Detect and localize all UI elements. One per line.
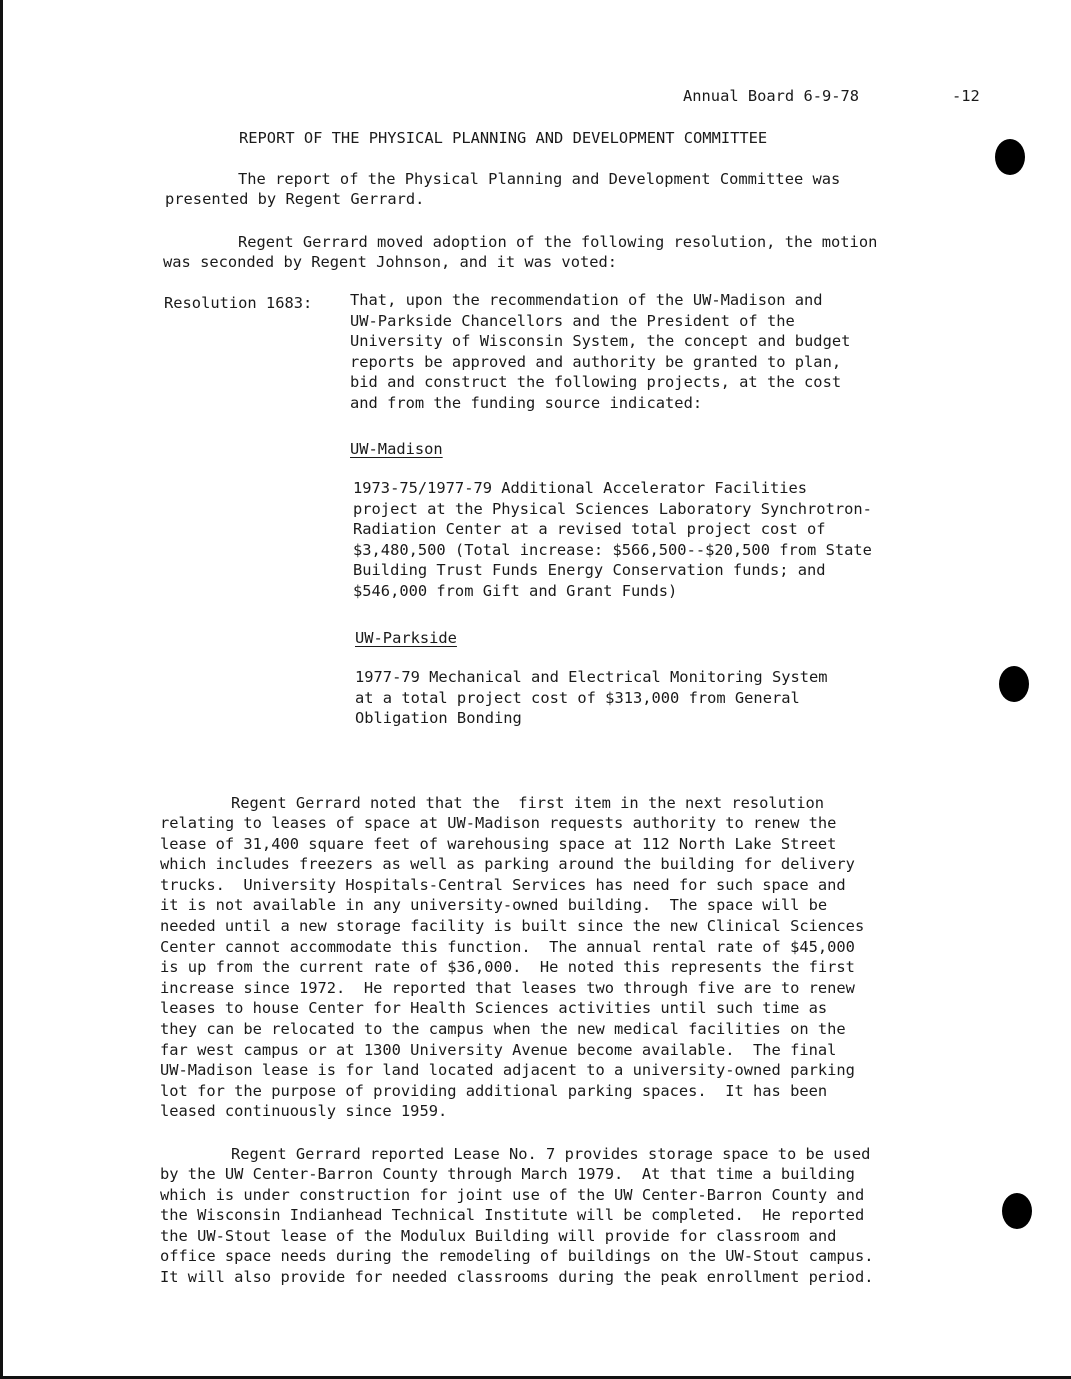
- leases-line: it is not available in any university-owned building. The space will be: [160, 896, 828, 915]
- madison-heading: UW-Madison: [350, 440, 443, 458]
- leases-line: far west campus or at 1300 University Avenue become available. The final: [160, 1040, 837, 1059]
- madison-project-line: $3,480,500 (Total increase: $566,500--$20,500 from State: [353, 540, 872, 559]
- motion-line-1: Regent Gerrard moved adoption of the following resolution, the motion: [238, 233, 878, 251]
- leases-line: leased continuously since 1959.: [160, 1102, 448, 1121]
- resolution-label: Resolution 1683:: [164, 294, 313, 312]
- leases-line: lease of 31,400 square feet of warehousing space at 112 North Lake Street: [160, 834, 837, 853]
- punch-hole-bottom: [1002, 1193, 1032, 1229]
- section-title: REPORT OF THE PHYSICAL PLANNING AND DEVELOPMENT COMMITTEE: [239, 129, 768, 147]
- leases-paragraph: [160, 813, 864, 1122]
- parkside-project: [355, 667, 828, 729]
- leases-line: relating to leases of space at UW-Madison requests authority to renew the: [160, 814, 837, 832]
- lease7-line: Regent Gerrard reported Lease No. 7 provides storage space to be used: [231, 1145, 871, 1163]
- resolution-line: UW-Parkside Chancellors and the President of the: [350, 311, 795, 330]
- madison-project-line: project at the Physical Sciences Laboratory Synchrotron-: [353, 499, 872, 518]
- parkside-project-line: at a total project cost of $313,000 from General: [355, 688, 800, 707]
- leases-line: needed until a new storage facility is built since the new Clinical Sciences: [160, 916, 865, 935]
- madison-project-line: $546,000 from Gift and Grant Funds): [353, 581, 678, 600]
- madison-project-line: Radiation Center at a revised total project cost of: [353, 520, 826, 539]
- lease7-line: the Wisconsin Indianhead Technical Institute will be completed. He reported: [160, 1206, 865, 1225]
- leases-line: UW-Madison lease is for land located adjacent to a university-owned parking: [160, 1061, 855, 1080]
- lease7-line: It will also provide for needed classrooms during the peak enrollment period.: [160, 1267, 874, 1286]
- lease7-line: by the UW Center-Barron County through March 1979. At that time a building: [160, 1165, 855, 1183]
- intro-line-2: presented by Regent Gerrard.: [165, 190, 425, 208]
- parkside-heading: UW-Parkside: [355, 629, 457, 647]
- resolution-line: University of Wisconsin System, the concept and budget: [350, 332, 851, 351]
- madison-project-line: Building Trust Funds Energy Conservation funds; and: [353, 561, 826, 580]
- intro-line-1: The report of the Physical Planning and Development Committee was: [238, 170, 841, 188]
- madison-project-line: 1973-75/1977-79 Additional Accelerator Facilities: [353, 479, 808, 497]
- resolution-line: That, upon the recommendation of the UW-Madison and: [350, 291, 823, 309]
- leases-line: which includes freezers as well as parking around the building for delivery: [160, 855, 855, 874]
- lease7-line: which is under construction for joint use of the UW Center-Barron County and: [160, 1185, 865, 1204]
- lease7-paragraph: [160, 1164, 873, 1288]
- leases-line: increase since 1972. He reported that leases two through five are to renew: [160, 978, 855, 997]
- lease7-line: office space needs during the remodeling of buildings on the UW-Stout campus.: [160, 1247, 874, 1266]
- header-meeting: Annual Board 6-9-78: [683, 87, 860, 105]
- resolution-text: [350, 290, 850, 414]
- page-number: -12: [952, 87, 980, 105]
- leases-line: trucks. University Hospitals-Central Services has need for such space and: [160, 875, 846, 894]
- resolution-line: and from the funding source indicated:: [350, 393, 703, 412]
- leases-line: they can be relocated to the campus when the new medical facilities on the: [160, 1019, 846, 1038]
- lease7-line: the UW-Stout lease of the Modulux Building will provide for classroom and: [160, 1226, 837, 1245]
- leases-line: lot for the purpose of providing additional parking spaces. It has been: [160, 1081, 828, 1100]
- leases-line: Center cannot accommodate this function. The annual rental rate of $45,000: [160, 937, 855, 956]
- parkside-project-line: Obligation Bonding: [355, 709, 522, 728]
- leases-line: Regent Gerrard noted that the first item in the next resolution: [231, 794, 825, 812]
- resolution-line: bid and construct the following projects, at the cost: [350, 373, 842, 392]
- parkside-project-line: 1977-79 Mechanical and Electrical Monitoring System: [355, 668, 828, 686]
- leases-line: leases to house Center for Health Sciences activities until such time as: [160, 999, 828, 1018]
- punch-hole-middle: [999, 666, 1029, 702]
- punch-hole-top: [995, 139, 1025, 175]
- motion-line-2: was seconded by Regent Johnson, and it was voted:: [163, 253, 618, 271]
- leases-line: is up from the current rate of $36,000. He noted this represents the first: [160, 958, 855, 977]
- madison-project: [353, 478, 872, 602]
- scan-left-border: [0, 0, 3, 1379]
- resolution-line: reports be approved and authority be granted to plan,: [350, 352, 842, 371]
